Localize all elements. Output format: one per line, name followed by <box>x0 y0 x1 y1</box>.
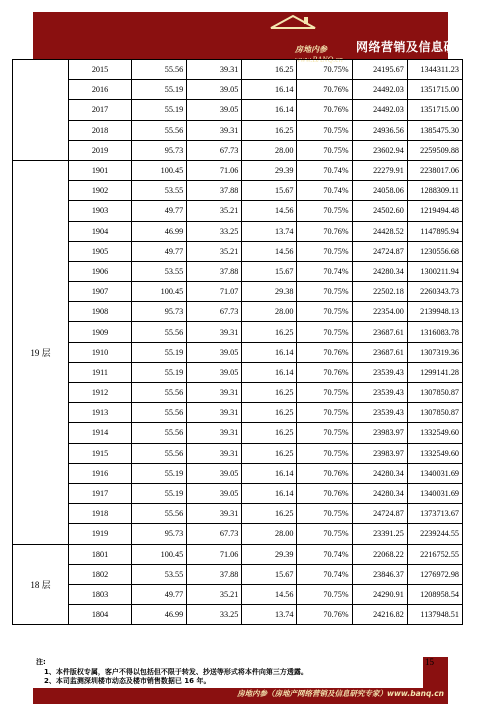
value-cell: 22068.22 <box>352 544 407 564</box>
value-cell: 2139948.13 <box>407 302 462 322</box>
room-cell: 2016 <box>69 80 132 100</box>
value-cell: 70.75% <box>297 302 352 322</box>
header-logo-text: 房地内参 <box>295 45 327 54</box>
value-cell: 70.75% <box>297 443 352 463</box>
value-cell: 67.73 <box>187 302 242 322</box>
table-row <box>13 463 463 483</box>
value-cell: 28.00 <box>242 140 297 160</box>
value-cell: 39.31 <box>187 322 242 342</box>
value-cell: 53.55 <box>132 261 187 281</box>
table-row <box>13 443 463 463</box>
value-cell: 55.19 <box>132 362 187 382</box>
value-cell: 16.25 <box>242 403 297 423</box>
table-row <box>13 261 463 281</box>
value-cell: 95.73 <box>132 524 187 544</box>
room-cell: 1908 <box>69 302 132 322</box>
value-cell: 70.76% <box>297 463 352 483</box>
value-cell: 24428.52 <box>352 221 407 241</box>
value-cell: 1137948.51 <box>407 605 462 625</box>
value-cell: 39.05 <box>187 483 242 503</box>
table-row <box>13 564 463 584</box>
table-row <box>13 605 463 625</box>
floor-cell: 18 层 <box>13 544 69 625</box>
value-cell: 14.56 <box>242 584 297 604</box>
value-cell: 24724.87 <box>352 504 407 524</box>
value-cell: 35.21 <box>187 241 242 261</box>
value-cell: 55.56 <box>132 322 187 342</box>
value-cell: 39.05 <box>187 342 242 362</box>
value-cell: 70.74% <box>297 160 352 180</box>
value-cell: 1351715.00 <box>407 100 462 120</box>
table-row <box>13 60 463 80</box>
value-cell: 70.74% <box>297 181 352 201</box>
room-cell: 1906 <box>69 261 132 281</box>
value-cell: 70.76% <box>297 483 352 503</box>
value-cell: 1288309.11 <box>407 181 462 201</box>
room-cell: 1804 <box>69 605 132 625</box>
value-cell: 24936.56 <box>352 120 407 140</box>
value-cell: 1208958.54 <box>407 584 462 604</box>
value-cell: 1307850.87 <box>407 403 462 423</box>
value-cell: 95.73 <box>132 140 187 160</box>
value-cell: 23539.43 <box>352 362 407 382</box>
table-row <box>13 160 463 180</box>
value-cell: 13.74 <box>242 221 297 241</box>
value-cell: 70.75% <box>297 383 352 403</box>
table-row <box>13 241 463 261</box>
notes-box <box>33 657 423 688</box>
value-cell: 70.75% <box>297 60 352 80</box>
value-cell: 16.25 <box>242 322 297 342</box>
value-cell: 95.73 <box>132 302 187 322</box>
value-cell: 15.67 <box>242 261 297 281</box>
value-cell: 2216752.55 <box>407 544 462 564</box>
value-cell: 22354.00 <box>352 302 407 322</box>
table-row <box>13 181 463 201</box>
value-cell: 70.75% <box>297 403 352 423</box>
value-cell: 70.75% <box>297 282 352 302</box>
room-cell: 1904 <box>69 221 132 241</box>
value-cell: 70.75% <box>297 322 352 342</box>
value-cell: 71.07 <box>187 282 242 302</box>
value-cell: 70.75% <box>297 584 352 604</box>
room-cell: 1918 <box>69 504 132 524</box>
value-cell: 1340031.69 <box>407 463 462 483</box>
value-cell: 24216.82 <box>352 605 407 625</box>
value-cell: 23539.43 <box>352 403 407 423</box>
value-cell: 23602.94 <box>352 140 407 160</box>
value-cell: 70.74% <box>297 564 352 584</box>
value-cell: 70.75% <box>297 423 352 443</box>
value-cell: 35.21 <box>187 584 242 604</box>
value-cell: 1219494.48 <box>407 201 462 221</box>
value-cell: 24492.03 <box>352 100 407 120</box>
value-cell: 1276972.98 <box>407 564 462 584</box>
room-cell: 1917 <box>69 483 132 503</box>
value-cell: 55.56 <box>132 423 187 443</box>
room-cell: 1911 <box>69 362 132 382</box>
value-cell: 16.25 <box>242 383 297 403</box>
value-cell: 70.76% <box>297 342 352 362</box>
value-cell: 23983.97 <box>352 423 407 443</box>
value-cell: 2239244.55 <box>407 524 462 544</box>
value-cell: 24724.87 <box>352 241 407 261</box>
value-cell: 39.31 <box>187 120 242 140</box>
value-cell: 37.88 <box>187 261 242 281</box>
room-cell: 1905 <box>69 241 132 261</box>
value-cell: 23391.25 <box>352 524 407 544</box>
value-cell: 16.25 <box>242 423 297 443</box>
value-cell: 71.06 <box>187 160 242 180</box>
value-cell: 1373713.67 <box>407 504 462 524</box>
room-cell: 1907 <box>69 282 132 302</box>
value-cell: 55.56 <box>132 383 187 403</box>
value-cell: 24195.67 <box>352 60 407 80</box>
room-cell: 1909 <box>69 322 132 342</box>
value-cell: 1344311.23 <box>407 60 462 80</box>
value-cell: 39.05 <box>187 80 242 100</box>
value-cell: 16.14 <box>242 80 297 100</box>
value-cell: 70.76% <box>297 100 352 120</box>
value-cell: 35.21 <box>187 201 242 221</box>
value-cell: 13.74 <box>242 605 297 625</box>
value-cell: 46.99 <box>132 605 187 625</box>
room-cell: 1801 <box>69 544 132 564</box>
value-cell: 16.14 <box>242 463 297 483</box>
value-cell: 37.88 <box>187 564 242 584</box>
table-row <box>13 423 463 443</box>
value-cell: 16.25 <box>242 443 297 463</box>
table-row <box>13 282 463 302</box>
value-cell: 15.67 <box>242 181 297 201</box>
value-cell: 70.76% <box>297 221 352 241</box>
value-cell: 24280.34 <box>352 261 407 281</box>
value-cell: 55.19 <box>132 483 187 503</box>
sales-table <box>12 59 463 625</box>
value-cell: 16.14 <box>242 342 297 362</box>
value-cell: 23539.43 <box>352 383 407 403</box>
table-row <box>13 80 463 100</box>
value-cell: 70.75% <box>297 241 352 261</box>
value-cell: 70.74% <box>297 261 352 281</box>
value-cell: 67.73 <box>187 524 242 544</box>
value-cell: 39.05 <box>187 100 242 120</box>
value-cell: 15.67 <box>242 564 297 584</box>
table-row <box>13 584 463 604</box>
table-row <box>13 544 463 564</box>
room-cell: 2018 <box>69 120 132 140</box>
table-row <box>13 140 463 160</box>
value-cell: 23846.37 <box>352 564 407 584</box>
room-cell: 1915 <box>69 443 132 463</box>
value-cell: 39.31 <box>187 443 242 463</box>
value-cell: 24058.06 <box>352 181 407 201</box>
value-cell: 24492.03 <box>352 80 407 100</box>
room-cell: 1901 <box>69 160 132 180</box>
value-cell: 16.14 <box>242 362 297 382</box>
value-cell: 1147895.94 <box>407 221 462 241</box>
value-cell: 39.31 <box>187 403 242 423</box>
value-cell: 55.19 <box>132 80 187 100</box>
value-cell: 23687.61 <box>352 342 407 362</box>
room-cell: 1914 <box>69 423 132 443</box>
header-site-url: www.BANQ.cn <box>295 55 343 64</box>
table-row <box>13 201 463 221</box>
table-row <box>13 221 463 241</box>
value-cell: 37.88 <box>187 181 242 201</box>
table-row <box>13 362 463 382</box>
value-cell: 16.25 <box>242 504 297 524</box>
value-cell: 71.06 <box>187 544 242 564</box>
value-cell: 16.25 <box>242 60 297 80</box>
table-row <box>13 483 463 503</box>
value-cell: 2259509.88 <box>407 140 462 160</box>
value-cell: 2260343.73 <box>407 282 462 302</box>
value-cell: 70.74% <box>297 544 352 564</box>
room-cell: 1803 <box>69 584 132 604</box>
value-cell: 39.31 <box>187 60 242 80</box>
value-cell: 55.56 <box>132 403 187 423</box>
room-cell: 1802 <box>69 564 132 584</box>
header-title: 网络营销及信息研究专家 <box>356 40 494 54</box>
value-cell: 55.19 <box>132 463 187 483</box>
value-cell: 67.73 <box>187 140 242 160</box>
value-cell: 39.05 <box>187 362 242 382</box>
value-cell: 46.99 <box>132 221 187 241</box>
value-cell: 53.55 <box>132 564 187 584</box>
note-line-1: 1、本件版权专属，客户不得以包括但不限于转发、抄送等形式将本件向第三方透露。 <box>44 667 308 676</box>
table-row <box>13 100 463 120</box>
room-cell: 1913 <box>69 403 132 423</box>
value-cell: 100.45 <box>132 282 187 302</box>
value-cell: 23687.61 <box>352 322 407 342</box>
value-cell: 2238017.06 <box>407 160 462 180</box>
value-cell: 1351715.00 <box>407 80 462 100</box>
table-row <box>13 383 463 403</box>
value-cell: 49.77 <box>132 201 187 221</box>
value-cell: 55.19 <box>132 100 187 120</box>
value-cell: 24280.34 <box>352 463 407 483</box>
value-cell: 49.77 <box>132 584 187 604</box>
note-line-2: 2、本司监测深圳楼市动态及楼市销售数据已 16 年。 <box>44 677 211 685</box>
room-cell: 1912 <box>69 383 132 403</box>
value-cell: 16.14 <box>242 483 297 503</box>
value-cell: 24280.34 <box>352 483 407 503</box>
value-cell: 23983.97 <box>352 443 407 463</box>
value-cell: 70.75% <box>297 120 352 140</box>
value-cell: 55.56 <box>132 120 187 140</box>
room-cell: 1903 <box>69 201 132 221</box>
value-cell: 1332549.60 <box>407 443 462 463</box>
value-cell: 16.14 <box>242 100 297 120</box>
value-cell: 49.77 <box>132 241 187 261</box>
value-cell: 55.56 <box>132 60 187 80</box>
value-cell: 53.55 <box>132 181 187 201</box>
value-cell: 29.39 <box>242 544 297 564</box>
value-cell: 28.00 <box>242 524 297 544</box>
table-row <box>13 342 463 362</box>
value-cell: 55.56 <box>132 443 187 463</box>
value-cell: 29.39 <box>242 160 297 180</box>
value-cell: 1307319.36 <box>407 342 462 362</box>
room-cell: 2017 <box>69 100 132 120</box>
value-cell: 39.31 <box>187 504 242 524</box>
value-cell: 70.76% <box>297 80 352 100</box>
value-cell: 33.25 <box>187 221 242 241</box>
value-cell: 24290.91 <box>352 584 407 604</box>
table-row <box>13 322 463 342</box>
sales-table-body <box>13 60 463 625</box>
value-cell: 70.75% <box>297 524 352 544</box>
value-cell: 1385475.30 <box>407 120 462 140</box>
value-cell: 39.31 <box>187 423 242 443</box>
value-cell: 1340031.69 <box>407 483 462 503</box>
table-row <box>13 120 463 140</box>
value-cell: 100.45 <box>132 544 187 564</box>
value-cell: 1299141.28 <box>407 362 462 382</box>
value-cell: 14.56 <box>242 241 297 261</box>
house-logo-icon <box>263 12 323 42</box>
value-cell: 33.25 <box>187 605 242 625</box>
value-cell: 16.25 <box>242 120 297 140</box>
notes-label: 注: <box>36 658 46 666</box>
room-cell: 1910 <box>69 342 132 362</box>
room-cell: 1919 <box>69 524 132 544</box>
room-cell: 2019 <box>69 140 132 160</box>
value-cell: 55.56 <box>132 504 187 524</box>
value-cell: 100.45 <box>132 160 187 180</box>
table-row <box>13 302 463 322</box>
footer-brand: 房地内参（房地产网络营销及信息研究专家）www.banq.cn <box>237 689 444 698</box>
page-footer <box>33 657 448 704</box>
floor-cell: 19 层 <box>13 160 69 544</box>
value-cell: 55.19 <box>132 342 187 362</box>
value-cell: 70.75% <box>297 140 352 160</box>
value-cell: 1230556.68 <box>407 241 462 261</box>
page-number: 15 <box>425 657 434 667</box>
table-row <box>13 504 463 524</box>
value-cell: 1300211.94 <box>407 261 462 281</box>
table-row <box>13 524 463 544</box>
value-cell: 22279.91 <box>352 160 407 180</box>
value-cell: 14.56 <box>242 201 297 221</box>
value-cell: 70.75% <box>297 504 352 524</box>
value-cell: 1332549.60 <box>407 423 462 443</box>
value-cell: 70.76% <box>297 605 352 625</box>
value-cell: 24502.60 <box>352 201 407 221</box>
floor-cell <box>13 60 69 161</box>
page-header <box>33 12 494 64</box>
value-cell: 39.31 <box>187 383 242 403</box>
value-cell: 39.05 <box>187 463 242 483</box>
value-cell: 29.38 <box>242 282 297 302</box>
value-cell: 70.76% <box>297 362 352 382</box>
room-cell: 1902 <box>69 181 132 201</box>
value-cell: 28.00 <box>242 302 297 322</box>
value-cell: 70.75% <box>297 201 352 221</box>
table-row <box>13 403 463 423</box>
value-cell: 1316083.78 <box>407 322 462 342</box>
room-cell: 2015 <box>69 60 132 80</box>
value-cell: 1307850.87 <box>407 383 462 403</box>
room-cell: 1916 <box>69 463 132 483</box>
value-cell: 22502.18 <box>352 282 407 302</box>
